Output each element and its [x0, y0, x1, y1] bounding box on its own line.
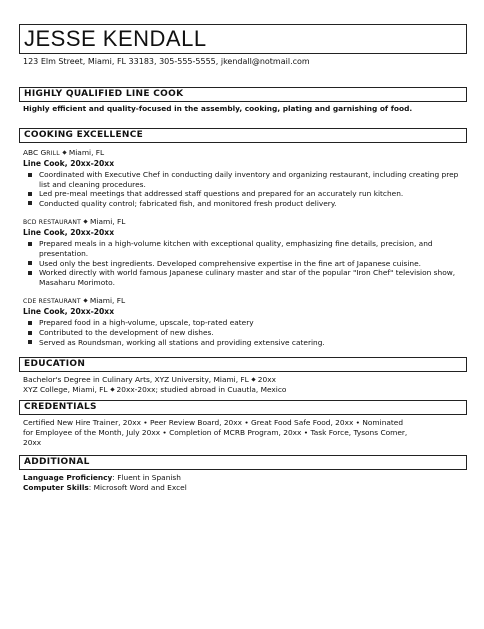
section-heading-education: EDUCATION: [19, 357, 467, 372]
bullet-item: Prepared food in a high-volume, upscale, top-rated eatery: [39, 318, 467, 328]
employer-location: Miami, FL: [90, 217, 126, 227]
bullet-item: Led pre-meal meetings that addressed staff questions and prepared for an accurately run kitchen.: [39, 189, 467, 199]
diamond-separator-icon: [62, 150, 66, 154]
job-employer: [19, 148, 467, 159]
education-line: [19, 385, 467, 395]
job-bullets: [19, 170, 467, 208]
section-heading-summary: HIGHLY QUALIFIED LINE COOK: [19, 87, 467, 102]
job-bullets: [19, 239, 467, 287]
job-role: Line Cook, 20xx-20xx: [23, 307, 115, 317]
credentials-line: for Employee of the Month, July 20xx • Completion of MCRB Program, 20xx • Task Force, Tysons Comer,: [23, 427, 408, 437]
computer-skills-line: [19, 483, 467, 493]
employer-location: Miami, FL: [68, 148, 105, 157]
job-employer: [19, 296, 467, 307]
diamond-separator-icon: [251, 378, 255, 382]
language-line: [19, 473, 467, 483]
diamond-separator-icon: [83, 299, 87, 303]
section-heading-additional: ADDITIONAL: [19, 455, 467, 470]
language-label: Language Proficiency: [23, 473, 113, 483]
job-role: Line Cook, 20xx-20xx: [23, 159, 115, 168]
employer-name-smallcaps: BCD RESTAURANT: [23, 219, 82, 227]
diamond-separator-icon: [83, 220, 87, 224]
education-line: [19, 375, 467, 385]
computer-skills-value: : Microsoft Word and Excel: [88, 482, 187, 492]
bullet-item: Coordinated with Executive Chef in conducting daily inventory and organizing restaurant, including creating prep list and cleaning procedures.: [39, 170, 467, 189]
employer-name-smallcaps: CDE RESTAURANT: [23, 298, 81, 306]
education-degree: Bachelor's Degree in Culinary Arts, XYZ University, Miami, FL: [23, 375, 249, 385]
candidate-name: JESSE KENDALL: [24, 26, 207, 51]
name-header: [19, 24, 467, 54]
diamond-separator-icon: [110, 387, 114, 391]
bullet-item: Served as Roundsman, working all stations and providing extensive catering.: [39, 338, 467, 348]
section-heading-credentials: CREDENTIALS: [19, 400, 467, 415]
bullet-item: Used only the best ingredients. Developed comprehensive expertise in the fine art of Japanese cuisine.: [39, 259, 467, 269]
bullet-item: Prepared meals in a high-volume kitchen with exceptional quality, emphasizing fine details, precision, and presentation.: [39, 239, 467, 258]
language-value: : Fluent in Spanish: [112, 473, 181, 483]
resume-page: [19, 24, 467, 492]
credentials-line: Certified New Hire Trainer, 20xx • Peer Review Board, 20xx • Great Food Safe Food, 20xx • Nominated: [23, 418, 404, 428]
education-college: XYZ College, Miami, FL: [23, 384, 108, 394]
summary-tagline: Highly efficient and quality-focused in the assembly, cooking, plating and garnishing of food.: [23, 104, 413, 113]
bullet-item: Worked directly with world famous Japanese culinary master and star of the popular "Iron Chef" television show, Masaharu Morimoto.: [39, 268, 467, 287]
employer-name-smallcaps: RILL: [46, 150, 60, 157]
education-year: 20xx: [257, 375, 276, 385]
job-bullets: [19, 318, 467, 347]
credentials-line: 20xx: [23, 437, 42, 447]
education-details: 20xx-20xx; studied abroad in Cuautla, Mexico: [116, 384, 287, 394]
computer-skills-label: Computer Skills: [23, 482, 89, 492]
job-employer: [19, 217, 467, 228]
contact-line: 123 Elm Street, Miami, FL 33183, 305-555-5555, jkendall@notmail.com: [23, 57, 310, 66]
employer-name: ABC G: [23, 148, 47, 157]
bullet-item: Conducted quality control; fabricated fish, and monitored fresh product delivery.: [39, 199, 467, 209]
section-heading-experience: COOKING EXCELLENCE: [19, 128, 467, 143]
employer-location: Miami, FL: [89, 296, 126, 306]
job-role: Line Cook, 20xx-20xx: [23, 228, 115, 238]
bullet-item: Contributed to the development of new dishes.: [39, 328, 467, 338]
